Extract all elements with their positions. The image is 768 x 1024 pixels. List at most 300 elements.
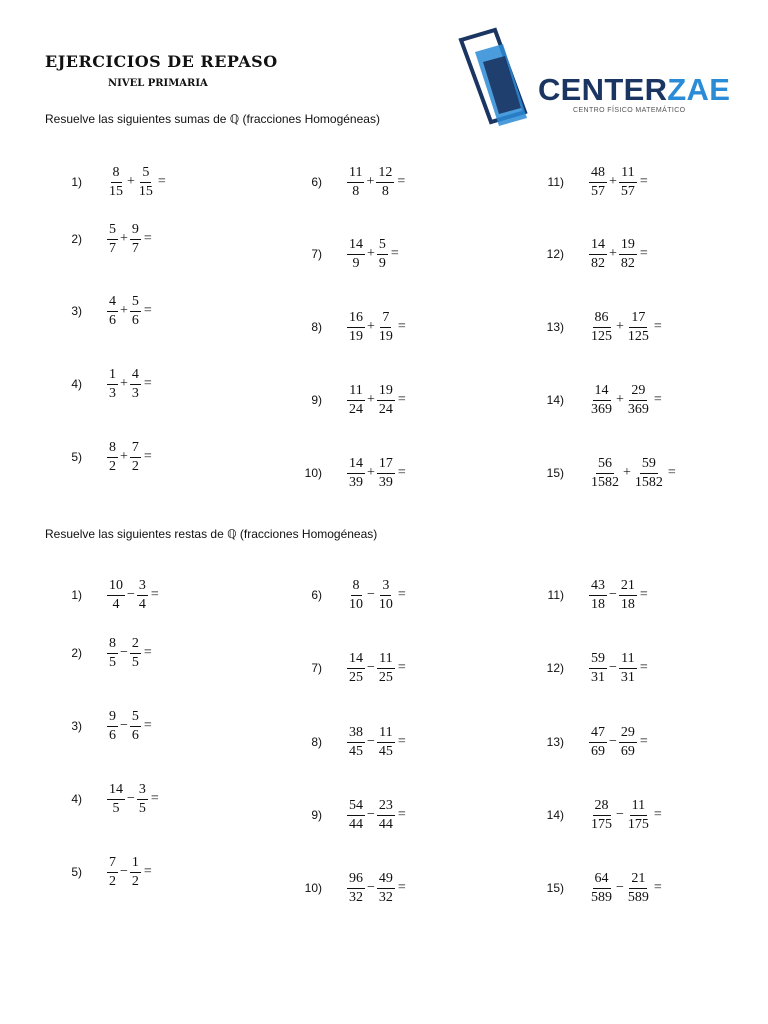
numerator: 43 [589, 578, 607, 596]
denominator: 31 [591, 669, 605, 685]
denominator: 175 [591, 816, 612, 832]
equals-sign: = [667, 465, 676, 480]
denominator: 57 [591, 183, 605, 199]
operator: − [367, 734, 375, 749]
fraction [376, 725, 396, 760]
exercise [292, 453, 406, 493]
denominator: 31 [620, 669, 635, 685]
exercise-number: 15) [546, 466, 564, 480]
fraction [376, 651, 396, 686]
equals-sign: = [143, 449, 152, 464]
numerator: 23 [377, 798, 395, 816]
numerator: 59 [640, 456, 658, 474]
exercise-number: 14) [546, 808, 564, 822]
centerzae-logo [455, 22, 731, 142]
operator: − [120, 718, 128, 733]
denominator: 39 [378, 474, 393, 490]
denominator: 8 [381, 183, 389, 199]
fraction [129, 294, 142, 329]
numerator: 9 [130, 222, 141, 240]
numerator: 4 [107, 294, 118, 312]
exercise-number: 5) [71, 450, 82, 464]
fraction [588, 725, 608, 760]
numerator: 29 [629, 383, 647, 401]
numerator: 11 [347, 165, 364, 183]
numerator: 11 [619, 651, 636, 669]
fraction [106, 440, 119, 475]
denominator: 1582 [634, 474, 663, 490]
operator: + [367, 246, 375, 261]
fraction [618, 651, 638, 686]
numerator: 14 [589, 237, 607, 255]
operator: − [127, 587, 135, 602]
denominator: 5 [138, 800, 146, 816]
fraction [129, 636, 142, 671]
fraction [376, 871, 396, 906]
exercise [292, 307, 406, 347]
numerator: 11 [377, 725, 394, 743]
equals-sign: = [390, 246, 399, 261]
fraction [106, 165, 126, 200]
exercise [52, 852, 152, 892]
fraction [632, 456, 666, 491]
exercise-number: 6) [311, 588, 322, 602]
numerator: 19 [619, 237, 637, 255]
numerator: 14 [347, 651, 365, 669]
fraction [129, 222, 142, 257]
numerator: 38 [347, 725, 365, 743]
operator: − [609, 660, 617, 675]
equals-sign: = [143, 864, 152, 879]
denominator: 9 [378, 255, 386, 271]
exercise [52, 364, 152, 404]
equals-sign: = [397, 734, 406, 749]
denominator: 7 [131, 240, 139, 256]
fraction [588, 578, 608, 613]
denominator: 10 [378, 596, 393, 612]
numerator: 14 [347, 456, 365, 474]
equals-sign: = [143, 231, 152, 246]
denominator: 44 [349, 816, 363, 832]
operator: + [120, 303, 128, 318]
fraction [376, 237, 389, 272]
fraction [129, 367, 142, 402]
denominator: 69 [591, 743, 605, 759]
denominator: 24 [349, 401, 363, 417]
numerator: 5 [130, 294, 141, 312]
exercise-number: 6) [311, 175, 322, 189]
fraction [106, 855, 119, 890]
operator: + [616, 319, 624, 334]
fraction [618, 725, 638, 760]
exercise-number: 12) [546, 661, 564, 675]
equals-sign: = [143, 303, 152, 318]
fraction [106, 782, 126, 817]
equals-sign: = [397, 392, 406, 407]
numerator: 3 [137, 578, 148, 596]
exercise [534, 868, 662, 908]
exercise-number: 10) [304, 466, 322, 480]
numerator: 3 [137, 782, 148, 800]
numerator: 11 [377, 651, 394, 669]
denominator: 589 [627, 889, 649, 905]
numerator: 54 [347, 798, 365, 816]
equals-sign: = [639, 587, 648, 602]
exercise [52, 575, 159, 615]
denominator: 32 [378, 889, 393, 905]
denominator: 1582 [591, 474, 619, 490]
fraction [346, 871, 366, 906]
numerator: 12 [376, 165, 394, 183]
numerator: 8 [351, 578, 362, 596]
operator: + [367, 319, 375, 334]
logo-mark-icon [455, 22, 535, 132]
equals-sign: = [150, 791, 159, 806]
fraction [588, 651, 608, 686]
fraction [376, 798, 396, 833]
numerator: 5 [377, 237, 388, 255]
fraction [588, 383, 615, 418]
equals-sign: = [397, 174, 406, 189]
exercise [52, 219, 152, 259]
fraction [588, 237, 608, 272]
operator: − [120, 645, 128, 660]
numerator: 96 [347, 871, 365, 889]
denominator: 3 [131, 385, 139, 401]
denominator: 69 [620, 743, 635, 759]
denominator: 369 [591, 401, 612, 417]
exercise [292, 234, 399, 274]
equals-sign: = [143, 376, 152, 391]
denominator: 9 [352, 255, 360, 271]
denominator: 6 [131, 312, 139, 328]
exercise-number: 12) [546, 247, 564, 261]
operator: + [367, 392, 375, 407]
equals-sign: = [639, 660, 648, 675]
numerator: 19 [377, 383, 395, 401]
equals-sign: = [150, 587, 159, 602]
operator: + [616, 392, 624, 407]
operator: − [616, 880, 624, 895]
worksheet-title: EJERCICIOS DE REPASO [45, 52, 278, 71]
denominator: 10 [349, 596, 363, 612]
logo-name-main: CENTER [538, 72, 668, 107]
denominator: 45 [349, 743, 363, 759]
exercise-number: 13) [546, 320, 564, 334]
exercise [52, 437, 152, 477]
fraction [346, 383, 366, 418]
denominator: 5 [109, 654, 116, 670]
fraction [346, 798, 366, 833]
numerator: 21 [619, 578, 637, 596]
fraction [106, 709, 119, 744]
fraction [106, 294, 119, 329]
exercise-number: 4) [71, 792, 82, 806]
exercise-number: 11) [547, 175, 564, 189]
exercise-number: 7) [311, 661, 322, 675]
equals-sign: = [157, 174, 166, 189]
exercise-number: 9) [311, 393, 322, 407]
fraction [346, 725, 366, 760]
denominator: 39 [349, 474, 363, 490]
denominator: 4 [112, 596, 120, 612]
fraction [376, 578, 396, 613]
exercise [292, 722, 406, 762]
exercise [52, 779, 159, 819]
sumas-instruction: Resuelve las siguientes sumas de ℚ (fracciones Homogéneas) [45, 112, 380, 126]
numerator: 86 [593, 310, 611, 328]
equals-sign: = [653, 880, 662, 895]
fraction [129, 709, 142, 744]
numerator: 2 [130, 636, 141, 654]
operator: + [366, 174, 375, 189]
numerator: 11 [347, 383, 364, 401]
exercise-number: 2) [71, 646, 82, 660]
denominator: 2 [131, 458, 139, 474]
numerator: 28 [593, 798, 611, 816]
fraction [588, 310, 615, 345]
exercise [534, 307, 662, 347]
exercise [534, 795, 662, 835]
denominator: 19 [349, 328, 363, 344]
numerator: 49 [377, 871, 395, 889]
exercise [52, 633, 152, 673]
operator: + [609, 174, 617, 189]
exercise [292, 380, 406, 420]
fraction [106, 222, 119, 257]
equals-sign: = [653, 392, 662, 407]
fraction [625, 383, 652, 418]
denominator: 24 [378, 401, 393, 417]
fraction [625, 871, 652, 906]
equals-sign: = [397, 465, 406, 480]
operator: − [367, 807, 375, 822]
equals-sign: = [653, 319, 662, 334]
numerator: 64 [593, 871, 611, 889]
equals-sign: = [143, 718, 152, 733]
denominator: 589 [591, 889, 612, 905]
operator: + [367, 465, 375, 480]
fraction [376, 456, 396, 491]
operator: − [367, 587, 375, 602]
operator: + [127, 174, 135, 189]
fraction [588, 871, 615, 906]
numerator: 7 [380, 310, 391, 328]
denominator: 15 [109, 183, 123, 199]
numerator: 17 [629, 310, 647, 328]
numerator: 7 [130, 440, 141, 458]
fraction [618, 237, 638, 272]
fraction [106, 367, 119, 402]
exercise-number: 10) [304, 881, 322, 895]
denominator: 5 [112, 800, 120, 816]
equals-sign: = [397, 880, 406, 895]
logo-name [538, 72, 730, 108]
equals-sign: = [639, 734, 648, 749]
operator: − [609, 734, 617, 749]
fraction [618, 578, 638, 613]
denominator: 6 [109, 727, 116, 743]
equals-sign: = [397, 587, 406, 602]
exercise [52, 162, 166, 202]
operator: − [609, 587, 617, 602]
numerator: 8 [107, 636, 118, 654]
operator: − [127, 791, 135, 806]
exercise-number: 3) [71, 719, 82, 733]
denominator: 25 [349, 669, 363, 685]
fraction [625, 798, 652, 833]
denominator: 175 [627, 816, 649, 832]
exercise-number: 8) [311, 735, 322, 749]
operator: + [623, 465, 631, 480]
denominator: 44 [378, 816, 393, 832]
denominator: 6 [131, 727, 139, 743]
restas-instruction: Resuelve las siguientes restas de ℚ (fracciones Homogéneas) [45, 527, 378, 541]
equals-sign: = [653, 807, 662, 822]
numerator: 9 [107, 709, 118, 727]
equals-sign: = [143, 645, 152, 660]
equals-sign: = [639, 174, 648, 189]
numerator: 5 [130, 709, 141, 727]
denominator: 45 [378, 743, 393, 759]
numerator: 17 [377, 456, 395, 474]
exercise [534, 453, 676, 493]
fraction [346, 456, 366, 491]
fraction [625, 310, 652, 345]
denominator: 2 [109, 873, 116, 889]
fraction [618, 165, 638, 200]
equals-sign: = [397, 660, 406, 675]
exercise [292, 868, 406, 908]
exercise-number: 4) [71, 377, 82, 391]
equals-sign: = [639, 246, 648, 261]
exercise [292, 162, 405, 202]
denominator: 5 [131, 654, 139, 670]
fraction [129, 440, 142, 475]
numerator: 3 [380, 578, 391, 596]
exercise [534, 648, 648, 688]
numerator: 8 [111, 165, 122, 183]
denominator: 4 [138, 596, 146, 612]
operator: + [609, 246, 617, 261]
numerator: 11 [630, 798, 647, 816]
exercise [292, 795, 406, 835]
numerator: 4 [130, 367, 141, 385]
exercise [534, 722, 648, 762]
numerator: 16 [347, 310, 365, 328]
fraction [136, 165, 156, 200]
denominator: 7 [109, 240, 116, 256]
numerator: 48 [589, 165, 607, 183]
numerator: 5 [107, 222, 118, 240]
numerator: 11 [619, 165, 636, 183]
exercise-number: 9) [311, 808, 322, 822]
fraction [346, 310, 366, 345]
numerator: 59 [589, 651, 607, 669]
exercise-number: 13) [546, 735, 564, 749]
operator: + [120, 376, 128, 391]
denominator: 125 [591, 328, 612, 344]
numerator: 56 [596, 456, 614, 474]
numerator: 10 [107, 578, 125, 596]
exercise [534, 162, 648, 202]
fraction [136, 578, 149, 613]
exercise [52, 706, 152, 746]
operator: − [120, 864, 128, 879]
fraction [588, 798, 615, 833]
denominator: 6 [109, 312, 116, 328]
denominator: 125 [627, 328, 649, 344]
denominator: 2 [109, 458, 116, 474]
fraction [375, 165, 395, 200]
fraction [346, 651, 366, 686]
operator: + [120, 449, 128, 464]
level-label: NIVEL PRIMARIA [108, 78, 208, 89]
exercise [534, 380, 662, 420]
exercise [52, 291, 152, 331]
fraction [106, 636, 119, 671]
numerator: 14 [347, 237, 365, 255]
denominator: 18 [620, 596, 635, 612]
denominator: 82 [591, 255, 605, 271]
numerator: 21 [629, 871, 647, 889]
exercise-number: 11) [547, 588, 564, 602]
denominator: 2 [131, 873, 139, 889]
numerator: 47 [589, 725, 607, 743]
fraction [588, 456, 622, 491]
fraction [106, 578, 126, 613]
exercise [292, 648, 406, 688]
denominator: 82 [620, 255, 635, 271]
denominator: 3 [109, 385, 116, 401]
numerator: 1 [107, 367, 118, 385]
denominator: 8 [352, 183, 360, 199]
numerator: 7 [107, 855, 118, 873]
fraction [346, 578, 366, 613]
numerator: 1 [130, 855, 141, 873]
operator: + [120, 231, 128, 246]
denominator: 25 [378, 669, 393, 685]
denominator: 57 [620, 183, 635, 199]
numerator: 14 [593, 383, 611, 401]
exercise-number: 15) [546, 881, 564, 895]
fraction [346, 165, 365, 200]
equals-sign: = [397, 807, 406, 822]
operator: − [367, 660, 375, 675]
exercise-number: 7) [311, 247, 322, 261]
equals-sign: = [397, 319, 406, 334]
fraction [129, 855, 142, 890]
exercise-number: 14) [546, 393, 564, 407]
fraction [588, 165, 608, 200]
fraction [376, 383, 396, 418]
denominator: 18 [591, 596, 605, 612]
denominator: 369 [627, 401, 649, 417]
fraction [136, 782, 149, 817]
exercise [534, 234, 648, 274]
logo-name-accent: ZAE [667, 72, 731, 107]
denominator: 32 [349, 889, 363, 905]
exercise-number: 5) [71, 865, 82, 879]
exercise [534, 575, 648, 615]
fraction [346, 237, 366, 272]
numerator: 8 [107, 440, 118, 458]
denominator: 15 [138, 183, 153, 199]
logo-tagline: CENTRO FÍSICO MATEMÁTICO [573, 107, 686, 114]
denominator: 19 [378, 328, 393, 344]
operator: − [367, 880, 375, 895]
operator: − [616, 807, 624, 822]
